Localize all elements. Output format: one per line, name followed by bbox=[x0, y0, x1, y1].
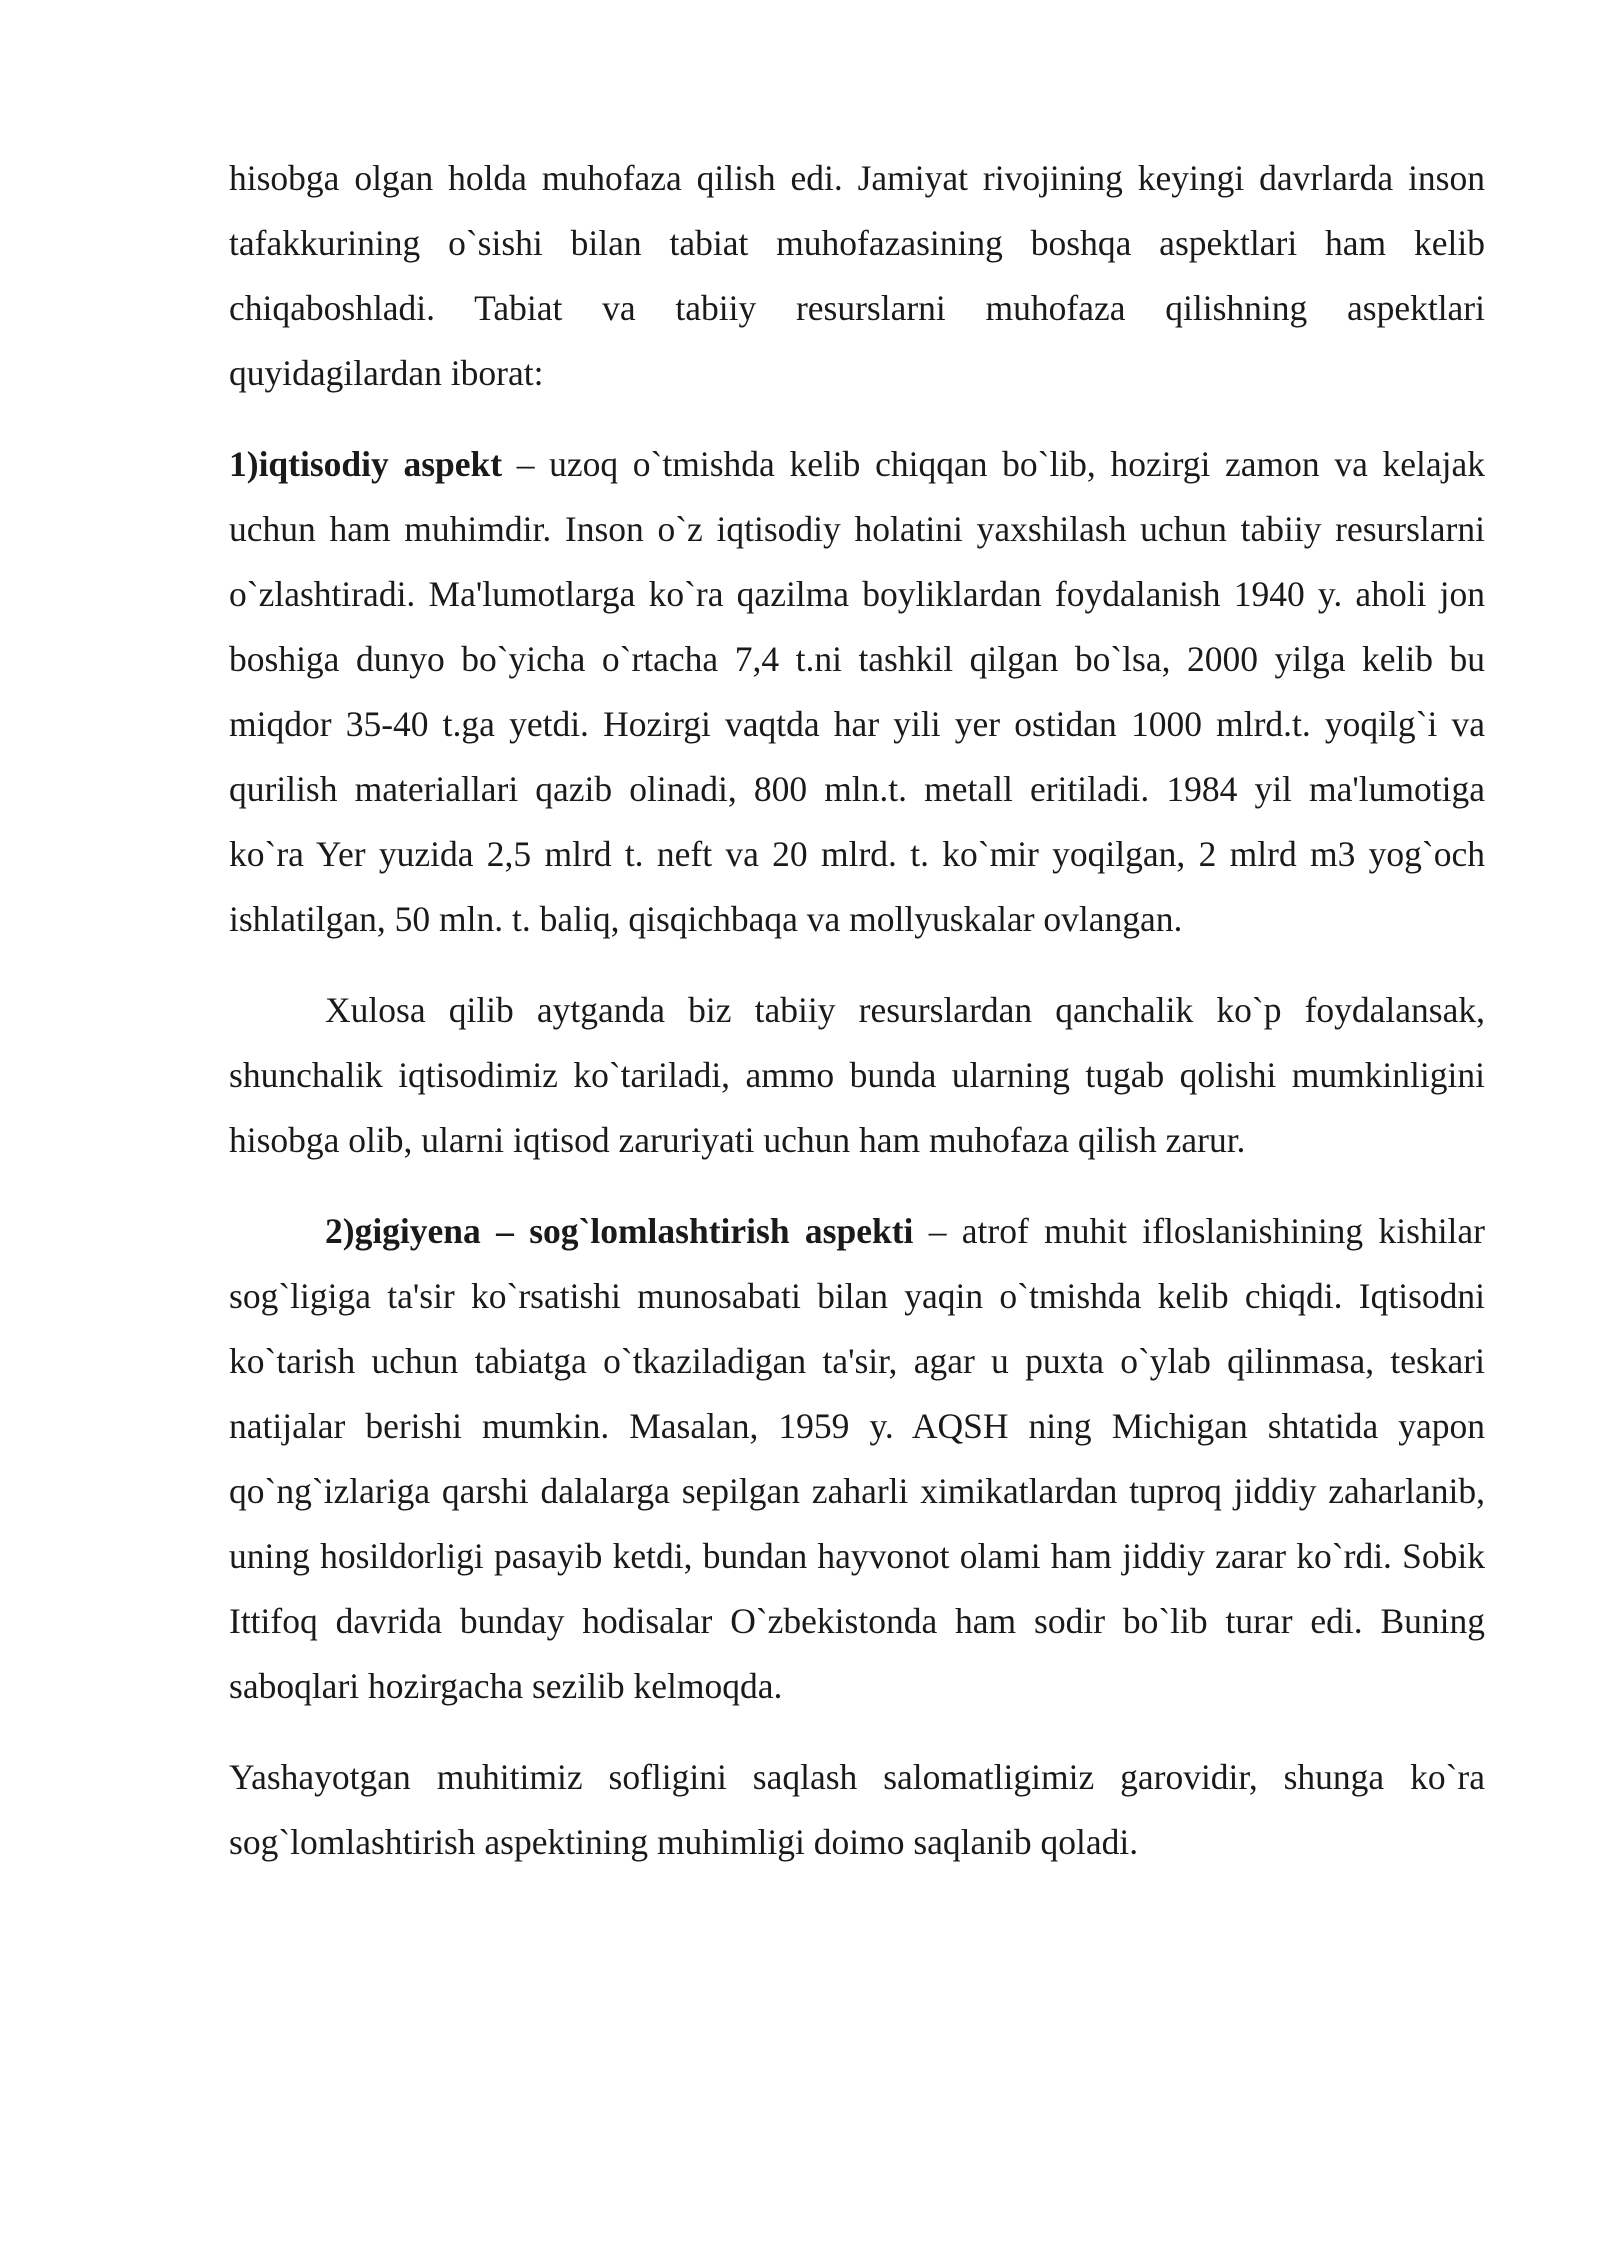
paragraph-health bbox=[229, 1745, 1485, 1875]
document-body bbox=[229, 146, 1485, 1901]
hygiene-aspect-text: – atrof muhit ifloslanishining kishilar sog`ligiga ta'sir ko`rsatishi munosabati bilan yaqin o`tmishda kelib chiqdi. Iqtisodni ko`tarish uchun tabiatga o`tkaziladigan ta'sir, agar u puxta o`ylab qilinmasa, teskari natijalar berishi mumkin. Masalan, 1959 y. AQSH ning Michigan shtatida yapon qo`ng`izlariga qarshi dalalarga sepilgan zaharli ximikatlardan tuproq jiddiy zaharlanib, uning hosildorligi pasayib ketdi, bundan hayvonot olami ham jiddiy zarar ko`rdi. Sobik Ittifoq davrida bunday hodisalar O`zbekistonda ham sodir bo`lib turar edi. Buning saboqlari hozirgacha sezilib kelmoqda. bbox=[229, 1211, 1485, 1706]
hygiene-aspect-heading: 2)gigiyena – sog`lomlashtirish aspekti bbox=[325, 1211, 914, 1251]
paragraph-economic-aspect bbox=[229, 432, 1485, 952]
economic-aspect-text: – uzoq o`tmishda kelib chiqqan bo`lib, hozirgi zamon va kelajak uchun ham muhimdir. Inson o`z iqtisodiy holatini yaxshilash uchun tabiiy resurslarni o`zlashtiradi. Ma'lumotlarga ko`ra qazilma boyliklardan foydalanish 1940 y. aholi jon boshiga dunyo bo`yicha o`rtacha 7,4 t.ni tashkil qilgan bo`lsa, 2000 yilga kelib bu miqdor 35-40 t.ga yetdi. Hozirgi vaqtda har yili yer ostidan 1000 mlrd.t. yoqilg`i va qurilish materiallari qazib olinadi, 800 mln.t. metall eritiladi. 1984 yil ma'lumotiga ko`ra Yer yuzida 2,5 mlrd t. neft va 20 mlrd. t. ko`mir yoqilgan, 2 mlrd m3 yog`och ishlatilgan, 50 mln. t. baliq, qisqichbaqa va mollyuskalar ovlangan. bbox=[229, 444, 1485, 939]
paragraph-intro bbox=[229, 146, 1485, 406]
paragraph-hygiene-aspect bbox=[229, 1199, 1485, 1719]
paragraph-conclusion-text: Xulosa qilib aytganda biz tabiiy resurslardan qanchalik ko`p foydalansak, shunchalik iqtisodimiz ko`tariladi, ammo bunda ularning tugab qolishi mumkinligini hisobga olib, ularni iqtisod zaruriyati uchun ham muhofaza qilish zarur. bbox=[229, 990, 1485, 1160]
economic-aspect-heading: 1)iqtisodiy aspekt bbox=[229, 444, 503, 484]
paragraph-intro-text: hisobga olgan holda muhofaza qilish edi. Jamiyat rivojining keyingi davrlarda inson tafakkurining o`sishi bilan tabiat muhofazasining boshqa aspektlari ham kelib chiqaboshladi. Tabiat va tabiiy resurslarni muhofaza qilishning aspektlari quyidagilardan iborat: bbox=[229, 158, 1485, 393]
paragraph-health-text: Yashayotgan muhitimiz sofligini saqlash salomatligimiz garovidir, shunga ko`ra sog`lomlashtirish aspektining muhimligi doimo saqlanib qoladi. bbox=[229, 1757, 1485, 1862]
paragraph-conclusion bbox=[229, 978, 1485, 1173]
